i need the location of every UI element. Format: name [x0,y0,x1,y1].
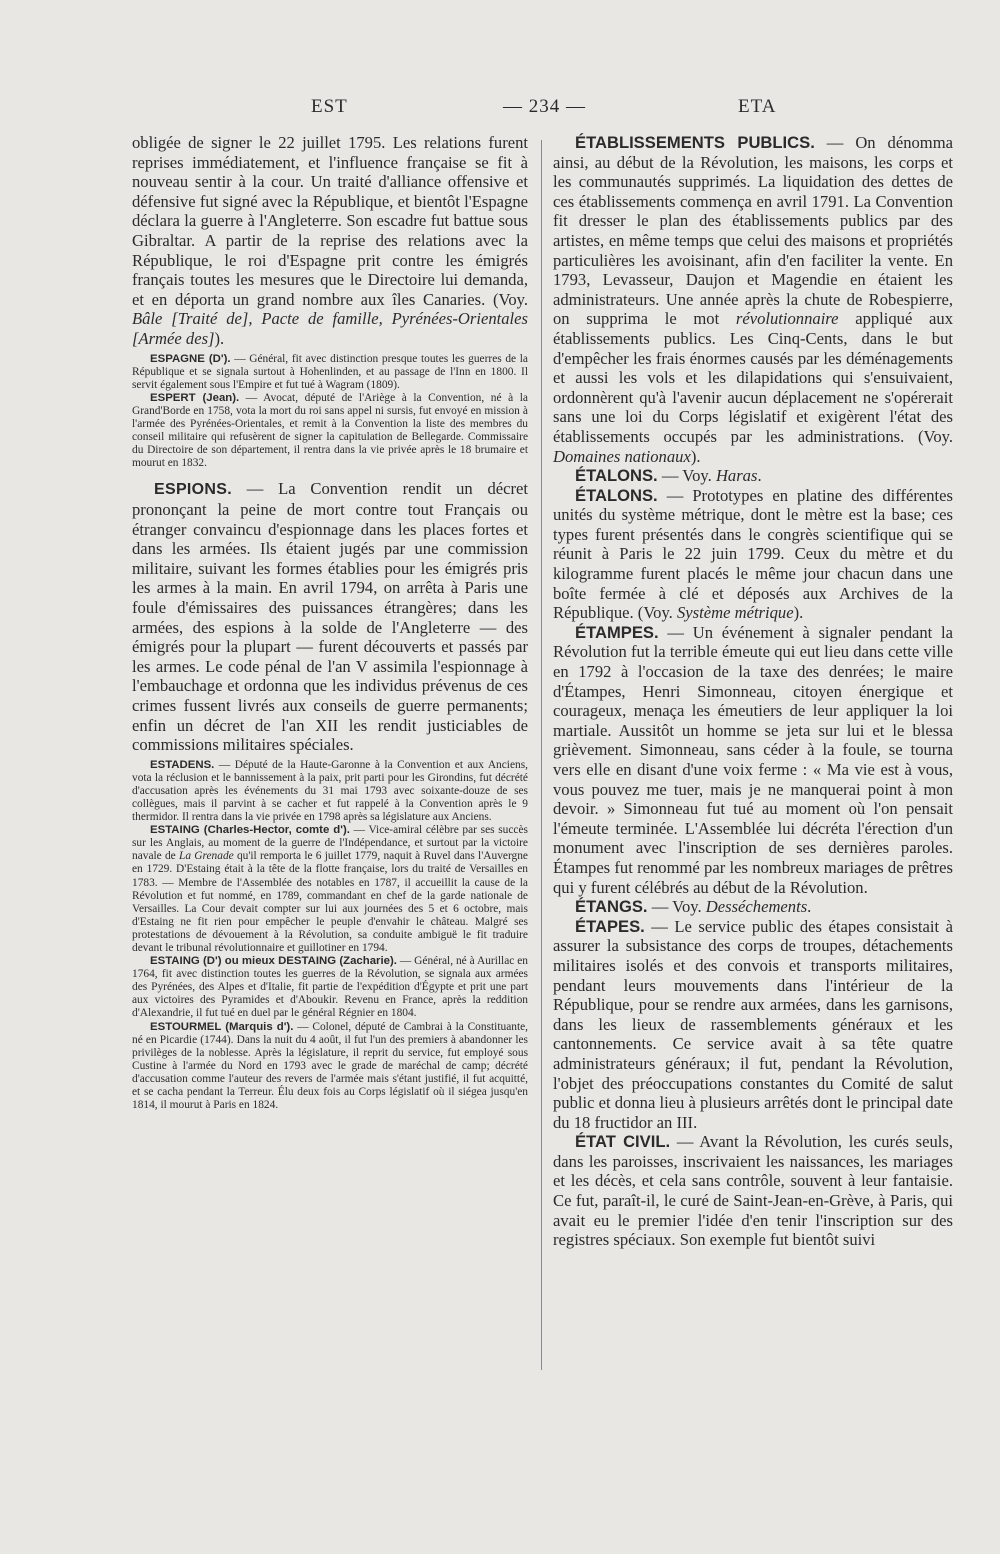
entry-text: — Prototypes en platine des différentes unités du système métrique, dont le mètre est la base; ces types furent présentés dans le congrès scientifique qui se réunit à Paris le 22 juin 1799. Ceux du mètre et du kilogramme furent placés le même jour chacun dans une boîte fermée à clé et déposés aux Archives de la République. (Voy. [553,485,953,623]
cross-reference: Pacte de famille, Pyrénées-Orientales [Armée des] [132,309,528,348]
entry-estaing [132,824,528,955]
header-left-term: EST [311,96,348,117]
entry-text: — Avant la Révolution, les curés seuls, dans les paroisses, inscrivaient les naissances, les mariages et les décès, et cela sans contrôle, souvent à leur fantaisie. Ce fut, paraît-il, le curé de Saint-Jean-en-Grève, à Paris, qui avait eu le premier l'idée d'en tenir l'inscription sur des registres spéciaux. Son exemple fut bientôt suivi [553,1132,953,1250]
entry-headword: ÉTALONS. [575,466,658,486]
page-header [0,96,1000,126]
entry-etapes [553,917,953,1133]
entry-text: qu'il remporta le 6 juillet 1779, naquit à Ruvel dans l'Auvergne en 1729. D'Estaing était à la tête de la flotte française, lors du traité de Versailles en 1783. — Membre de l'Assemblée des notables en 1787, il accueillit la cause de la Révolution et fut nommé, en 1789, commandant en chef de la garde nationale de Versailles. La Cour devait compter sur lui aux journées des 5 et 6 octobre, mais d'Estaing ne fit rien pour empêcher le peuple d'envahir le château. Malgré ses protestations de dévouement à la Révolution, sa conduite ambiguë le fit traduire devant le tribunal révolutionnaire et guillotiner en 1794. [132,850,528,954]
cross-reference: Desséchements [705,897,808,917]
entry-text: ). [214,328,225,348]
entry-estourmel [132,1021,528,1113]
entry-espions [132,479,528,754]
entry-text: appliqué aux établissements publics. Les Cinq-Cents, dans le but d'empêcher les frais énormes causés par les déménagements et aussi les vols et les dilapidations qui s'ensuivaient, ordonnèrent qu'à l'avenir aucun déplacement ne s'opérerait sans une loi du Corps législatif et exigèrent l'état des établissements occupés par les administrations. (Voy. [553,309,953,446]
entry-text: obligée de signer le 22 juillet 1795. Les relations furent reprises immédiatement, et l'influence française se fit à nouveau sentir à la cour. Un traité d'alliance offensive et défensive fut signé avec la République, et bientôt l'Espagne déclara la guerre à l'Angleterre. Son escadre fut battue sous Gibraltar. A partir de la reprise des relations avec la République, le roi d'Espagne prit contre les émigrés français toutes les mesures que le Directoire lui demanda, et en déporta un grand nombre aux îles Canaries. (Voy. [132,133,528,309]
left-column [132,133,528,1112]
entry-headword: ÉTAMPES. [575,622,659,642]
cross-reference: Domaines nationaux [553,446,691,466]
cross-reference: La Grenade [178,850,234,863]
entry-headword: ESTAING (Charles-Hector, comte d'). [150,824,350,837]
entry-text: — Général, né à Aurillac en 1764, fit avec distinction toutes les guerres de la Révolution, se signala aux armées des Pyrénées, des Alpes et d'Italie, fit partie de l'expédition d'Égypte et prit une part aux victoires des Pyramides et d'Aboukir. Revenu en France, après la reddition d'Alexandrie, il fut tué en duel par le général Régnier en 1804. [132,955,528,1020]
cross-reference: Haras [715,466,758,486]
entry-headword: ESTAING (D') ou mieux DESTAING (Zacharie). [150,955,397,968]
entry-etalons-haras: ÉTALONS. — Voy. Haras. [575,466,762,486]
cross-reference: Système métrique [677,603,794,623]
entry-etalons-metrique: ÉTALONS. — Prototypes en platine des différentes unités du système métrique, dont le mètre est la base; ces types furent présentés dans le congrès scientifique qui se réunit à Paris le 22 juin 1799. Ceux du mètre et du kilogramme furent placés le même jour chacun dans une boîte fermée à clé et déposés aux Archives de la République. (Voy. Système métrique). [553,485,953,623]
header-right-term: ETA [738,96,777,117]
entry-text: — Colonel, député de Cambrai à la Constituante, né en Picardie (1744). Dans la nuit du 4 août, il fut l'un des premiers à abandonner les privilèges de la noblesse. Après la législature, il reprit du service, fut employé sous Custine à l'armée du Nord en 1793 avec le grade de maréchal de camp; décrété d'accusation comme l'auteur des revers de l'armée mais s'étant justifié, il fut acquitté, et se cacha pendant la Terreur. Élu deux fois au Corps législatif où il siégea jusqu'en 1814, il mourut à Paris en 1824. [132,1020,529,1112]
entry-espert [132,392,528,471]
entry-headword: ESPERT (Jean). [150,391,240,404]
entry-headword: ÉTANGS. [575,897,648,917]
entry-headword: ESTOURMEL (Marquis d'). [150,1020,294,1033]
cross-reference: [Traité de], [171,309,253,329]
entry-headword: ESTADENS. [150,758,215,771]
entry-headword: ÉTAT CIVIL. [575,1132,671,1152]
cross-reference: Bâle [132,309,163,329]
entry-etangs: ÉTANGS. — Voy. Desséchements. [575,897,812,917]
entry-headword: ÉTALONS. [575,485,658,505]
entry-estadens [132,759,528,824]
entry-etablissements [553,133,953,466]
cross-reference: révolutionnaire [735,309,839,329]
page-number: — 234 — [503,96,586,117]
entry-etampes [553,623,953,897]
entry-text: — On dénomma ainsi, au début de la Révolution, les maisons, les corps et les communautés supprimés. La liquidation des dettes de ces établissements commença en avril 1791. La Convention fit dresser le plan des établissements publics par des artistes, en même temps que celui des maisons et propriétés particulières les avoisinant, afin d'en faciliter la vente. En 1793, Levasseur, Daujon et Magendie en étaient les administrateurs. Une année après la chute de Robespierre, on supprima le mot [553,133,953,329]
entry-headword: ÉTAPES. [575,916,645,936]
entry-text: ). [690,446,701,466]
entry-espagne-general [132,353,528,392]
entry-headword: ESPAGNE (D'). [150,352,231,365]
right-column [553,133,953,1250]
entry-text: — Le service public des étapes consistait à assurer la subsistance des corps de troupes, détachements militaires isolés et des convois et transports militaires, pendant leurs mouvements dans l'intérieur de la République, pour se rendre aux armées, dans les garnisons, dans les lieux de rassemblements généraux et les cantonnements. Ce service avait à sa tête quatre administrateurs généraux; il fut, pendant la Révolution, l'objet des préoccupations constantes du Comité de salut public et donna lieu à plusieurs arrêtés dont le principal date du 18 fructidor an III. [553,916,953,1132]
entry-headword: ÉTABLISSEMENTS PUBLICS. [575,133,815,152]
entry-text: — Député de la Haute-Garonne à la Convention et aux Anciens, vota la réclusion et le bannissement à la paix, prit parti pour les Girondins, fut décrété d'accusation après les événements du 31 mai 1793 avec soixante-douze de ses collègues, mais il parvint à se cacher et fut rappelé à la Convention après le 9 thermidor. Il rentra dans la vie privée en 1798 après sa législature aux Anciens. [132,758,528,824]
entry-etat-civil [553,1132,953,1250]
entry-text: — Avocat, député de l'Ariège à la Convention, né à la Grand'Borde en 1758, vota la mort du roi sans appel ni sursis, fut envoyé en mission à l'armée des Pyrénées-Orientales, et remit à la Convention la liste des membres du conseil militaire qui refusèrent de signer la capitulation de Bellegarde. Commissaire du Directoire de son département, il rentra dans la vie privée après le 18 brumaire et mourut en 1832. [132,391,528,470]
entry-text: — Vice-amiral célèbre par ses succès sur les Anglais, au moment de la guerre de l'Indépendance, et surtout par la victoire navale de [132,824,528,863]
entry-headword: ESPIONS. [154,481,232,499]
entry-text: — Général, fit avec distinction presque toutes les guerres de la République et se signala surtout à Hohenlinden, et au passage de l'Inn en 1800. Il servit également sous l'Empire et fut tué à Wagram (1809). [132,352,528,391]
entry-espagne-continuation [132,133,528,349]
entry-text: — Voy. [651,897,702,917]
entry-destaing [132,955,528,1020]
entry-text: — Voy. [661,466,712,486]
entry-text: — Un événement à signaler pendant la Révolution fut la terrible émeute qui eut lieu dans cette ville en 1792 à l'occasion de la taxe des denrées; le maire d'Étampes, Henri Simonneau, citoyen énergique et courageux, menaça les émeutiers de leur appliquer la loi martiale. Aussitôt un homme se jeta sur lui et le blessa grièvement. Simonneau, sans céder à la foule, se tourna vers elle en disant d'une voix ferme : « Ma vie est à vous, vous pouvez me tuer, mais je ne manquerai point à mon devoir. » Simonneau fut tué au moment où l'on pensait l'émeute terminée. L'Assemblée lui décréta l'érection d'un monument avec l'inscription de ses dernières paroles. Étampes fut renommé par les nombreux mariages de prêtres qui y furent célébrés au début de la Révolution. [553,622,954,897]
entry-text: — La Convention rendit un décret prononçant la peine de mort contre tout Français ou étranger convaincu d'espionnage dans les places fortes et dans les armées. Ils étaient jugés par une commission militaire, suivant les formes établies pour les émigrés pris les armes à la main. En avril 1794, on arrêta à Paris une foule d'émissaires des puissances étrangères; dans les armées, des espions à la solde de l'Angleterre — des émigrés pour la plupart — furent découverts et passés par les armes. Le code pénal de l'an V assimila l'espionnage à l'embauchage et ordonna que les individus prévenus de ces crimes fussent livrés aux conseils de guerre permanents; enfin un décret de l'an XII les rendit justiciables de commissions militaires spéciales. [132,479,528,755]
column-divider [541,140,542,1370]
